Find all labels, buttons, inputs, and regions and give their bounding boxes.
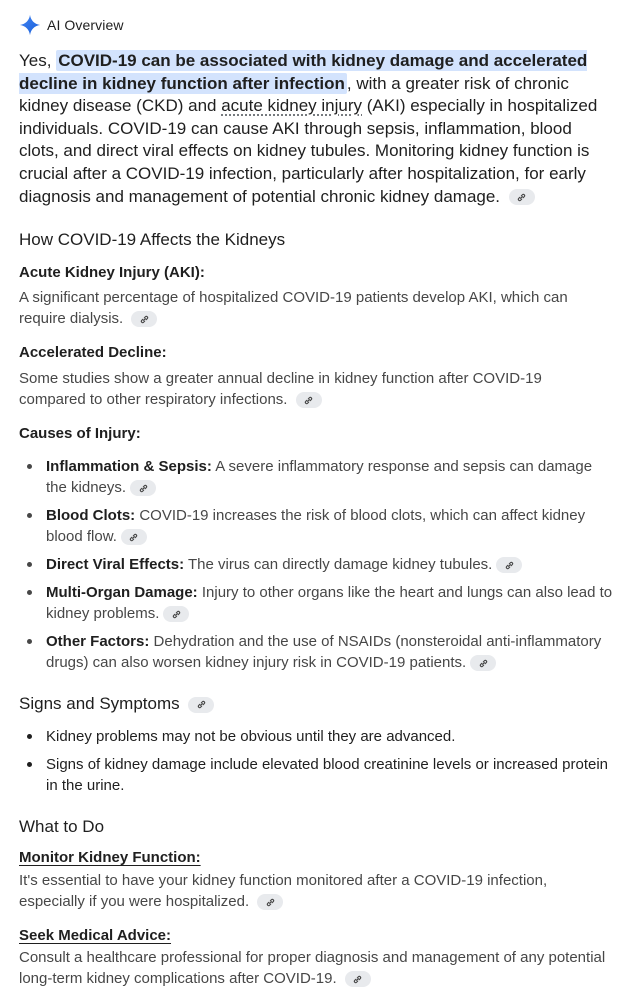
intro-rest: (AKI) especially in hospitalized individuals. COVID-19 can cause AKI through sepsis, inflammation, blood clots, and direct viral effects on kidney tubules. Monitoring kidney function is crucial after a COVID-19 infection, particularly after hospitalization, for early diagnosis and management of potential chronic kidney damage. [19,96,598,206]
link-icon [128,532,139,543]
cause-text: Injury to other organs like the heart and lungs can also lead to kidney problems. [46,584,613,622]
link-icon [196,699,207,710]
link-icon [303,395,314,406]
monitor-text-content: It's essential to have your kidney function monitored after a COVID-19 infection, especially if you were hospitalized. [19,872,548,910]
monitor-title-link[interactable]: Monitor Kidney Function: [19,849,201,866]
link-icon [352,974,363,985]
source-link-button[interactable] [188,697,214,713]
source-link-button[interactable] [131,311,157,327]
intro-highlight: COVID-19 can be associated with kidney damage and accelerated decline in kidney function after infection [19,51,588,93]
link-icon [504,560,515,571]
source-link-button[interactable] [470,655,496,671]
cause-label: Blood Clots: [46,507,136,524]
source-link-button[interactable] [121,529,147,545]
glossary-term-aki[interactable]: acute kidney injury [221,96,363,116]
causes-title: Causes of Injury: [19,425,141,442]
causes-list [19,456,617,673]
advice-text [19,947,609,989]
intro-lead: Yes, [19,51,57,70]
source-link-button[interactable] [163,606,189,622]
source-link-button[interactable] [130,480,156,496]
list-item [19,631,617,673]
section-title-symptoms [19,694,214,714]
list-item [19,582,617,624]
link-icon [171,609,182,620]
cause-text: Dehydration and the use of NSAIDs (nonsteroidal anti-inflammatory drugs) can also worsen kidney injury risk in COVID-19 patients. [46,633,602,671]
section-title-what-to-do: What to Do [19,817,105,836]
monitor-text [19,870,609,912]
cause-label: Multi-Organ Damage: [46,584,198,601]
link-icon [265,897,276,908]
section-title-effects: How COVID-19 Affects the Kidneys [19,230,286,249]
cause-text: COVID-19 increases the risk of blood clots, which can affect kidney blood flow. [46,507,586,545]
advice-text-content: Consult a healthcare professional for proper diagnosis and management of any potential long-term kidney complications after COVID-19. [19,949,606,987]
aki-title: Acute Kidney Injury (AKI): [19,264,205,281]
source-link-button[interactable] [496,557,522,573]
source-link-button[interactable] [257,894,283,910]
ai-overview-header [19,14,124,36]
symptoms-list [19,726,617,796]
cause-label: Direct Viral Effects: [46,556,185,573]
list-item [19,505,617,547]
advice-title-link[interactable]: Seek Medical Advice: [19,927,172,944]
decline-text-content: Some studies show a greater annual decline in kidney function after COVID-19 compared to other respiratory infections. [19,370,542,408]
list-item: Signs of kidney damage include elevated blood creatinine levels or increased protein in the urine. [19,754,617,796]
cause-text: The virus can directly damage kidney tubules. [184,556,493,573]
decline-title: Accelerated Decline: [19,344,167,361]
aki-text [19,287,609,329]
cause-label: Other Factors: [46,633,150,650]
list-item [19,554,617,575]
list-item [19,456,617,498]
link-icon [478,658,489,669]
link-icon [138,483,149,494]
symptoms-title-text: Signs and Symptoms [19,694,180,713]
source-link-button[interactable] [509,189,535,205]
gemini-sparkle-icon [19,14,41,36]
source-link-button[interactable] [296,392,322,408]
link-icon [516,192,527,203]
cause-label: Inflammation & Sepsis: [46,458,212,475]
source-link-button[interactable] [345,971,371,987]
cause-text: A severe inflammatory response and sepsis can damage the kidneys. [46,458,593,496]
intro-paragraph [19,50,615,208]
ai-overview-title: AI Overview [47,17,124,33]
list-item: Kidney problems may not be obvious until they are advanced. [19,726,617,747]
link-icon [139,314,150,325]
decline-text [19,368,609,410]
intro-mid: , with a greater risk of chronic kidney disease (CKD) and [19,73,569,116]
aki-text-content: A significant percentage of hospitalized COVID-19 patients develop AKI, which can require dialysis. [19,289,568,327]
